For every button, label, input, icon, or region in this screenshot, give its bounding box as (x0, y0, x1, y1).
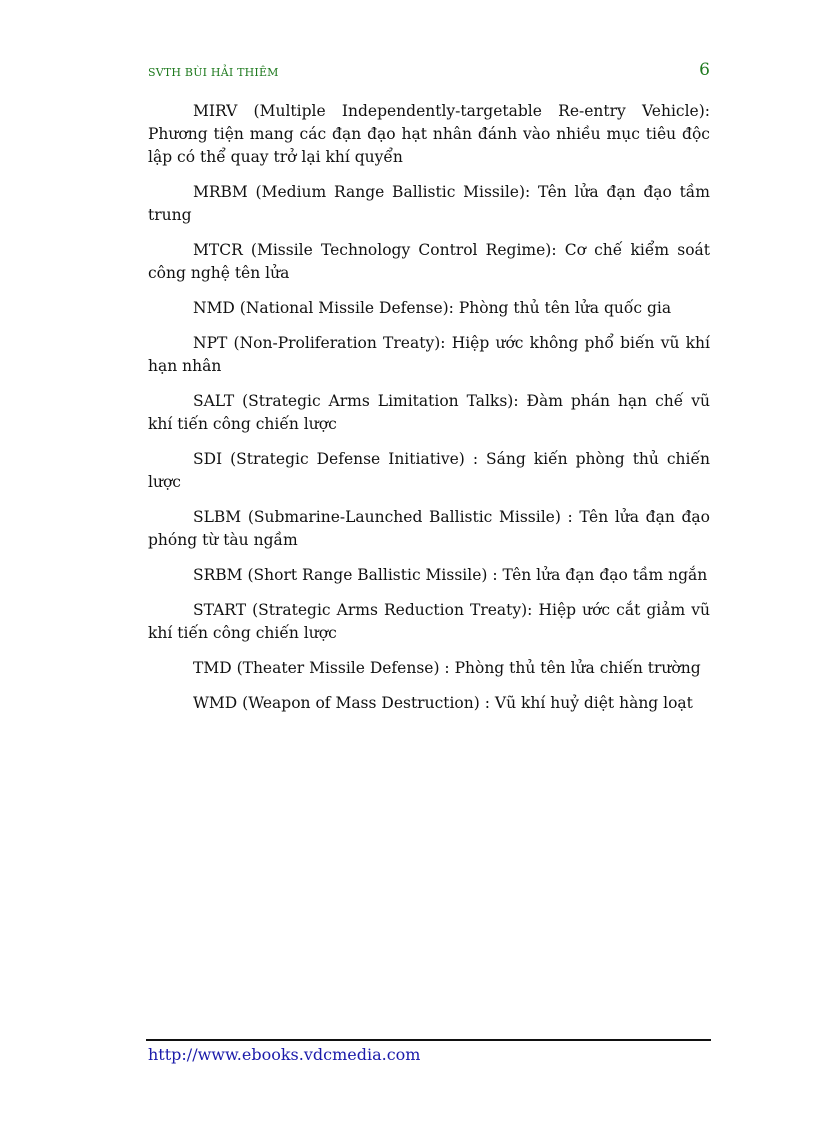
glossary-entry-srbm: SRBM (Short Range Ballistic Missile) : Tên lửa đạn đạo tầm ngắn (193, 566, 708, 584)
header-author: SVTH BÙI HẢI THIÊM (148, 66, 279, 79)
glossary-entry-sdi: SDI (Strategic Defense Initiative) : Sáng kiến phòng thủ chiến lược (148, 450, 710, 491)
glossary-entry-mrbm: MRBM (Medium Range Ballistic Missile): Tên lửa đạn đạo tầm trung (148, 183, 710, 224)
glossary-entry-slbm: SLBM (Submarine-Launched Ballistic Missile) : Tên lửa đạn đạo phóng từ tàu ngầm (148, 508, 710, 549)
glossary-entry-start: START (Strategic Arms Reduction Treaty): Hiệp ước cắt giảm vũ khí tiến công chiến lược (148, 601, 710, 642)
footer-divider (146, 1039, 711, 1041)
page-number: 6 (699, 60, 710, 80)
glossary-entry-npt: NPT (Non-Proliferation Treaty): Hiệp ước không phổ biến vũ khí hạn nhân (148, 334, 710, 375)
glossary-list (148, 100, 710, 727)
glossary-entry-nmd: NMD (National Missile Defense): Phòng thủ tên lửa quốc gia (193, 299, 672, 317)
glossary-entry-salt: SALT (Strategic Arms Limitation Talks): Đàm phán hạn chế vũ khí tiến công chiến lược (148, 392, 710, 433)
footer-url-link[interactable]: http://www.ebooks.vdcmedia.com (148, 1045, 421, 1064)
glossary-entry-tmd: TMD (Theater Missile Defense) : Phòng thủ tên lửa chiến trường (193, 659, 701, 677)
glossary-entry-mtcr: MTCR (Missile Technology Control Regime): Cơ chế kiểm soát công nghệ tên lửa (148, 241, 710, 282)
glossary-entry-wmd: WMD (Weapon of Mass Destruction) : Vũ khí huỷ diệt hàng loạt (193, 694, 693, 712)
glossary-entry-mirv: MIRV (Multiple Independently-targetable Re-entry Vehicle): Phương tiện mang các đạn đạo hạt nhân đánh vào nhiều mục tiêu độc lập có thể quay trở lại khí quyển (148, 102, 710, 166)
